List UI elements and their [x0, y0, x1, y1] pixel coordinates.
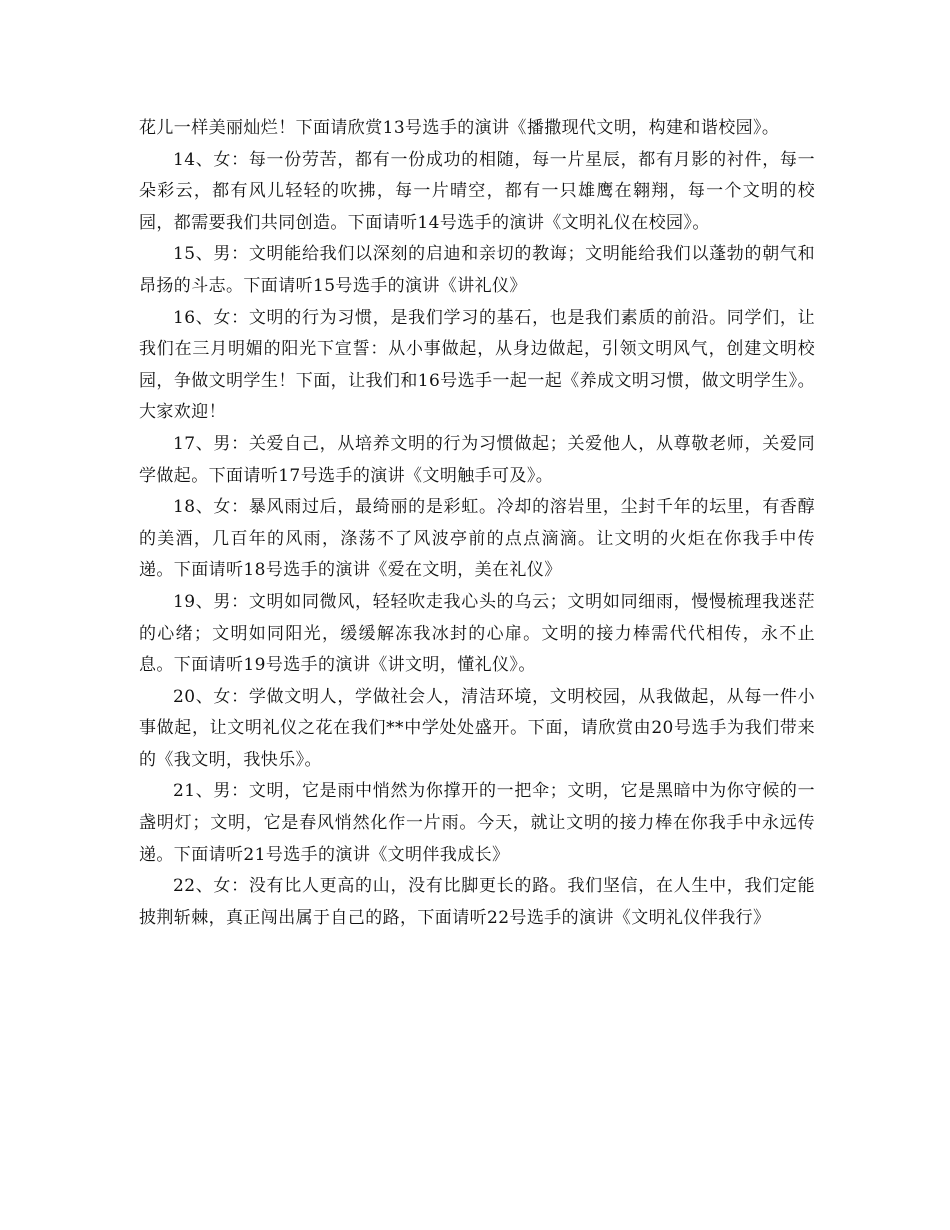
- paragraph-19: 19、男：文明如同微风，轻轻吹走我心头的乌云；文明如同细雨，慢慢梳理我迷茫的心绪；文明如同阳光，缓缓解冻我冰封的心扉。文明的接力棒需代代相传，永不止息。下面请听19号选手的演讲《讲文明，懂礼仪》。: [139, 591, 815, 676]
- paragraph-18: 18、女：暴风雨过后，最绮丽的是彩虹。冷却的溶岩里，尘封千年的坛里，有香醇的美酒，几百年的风雨，涤荡不了风波亭前的点点滴滴。让文明的火炬在你我手中传递。下面请听18号选手的演讲《爱在文明，美在礼仪》: [139, 497, 815, 581]
- paragraph-16: 16、女：文明的行为习惯，是我们学习的基石，也是我们素质的前沿。同学们，让我们在三月明媚的阳光下宣誓：从小事做起，从身边做起，引领文明风气，创建文明校园，争做文明学生！下面，让我们和16号选手一起一起《养成文明习惯，做文明学生》。大家欢迎！: [139, 307, 815, 423]
- paragraph-14: 14、女：每一份劳苦，都有一份成功的相随，每一片星辰，都有月影的衬件，每一朵彩云，都有风儿轻轻的吹拂，每一片晴空，都有一只雄鹰在翱翔，每一个文明的校园，都需要我们共同创造。下面请听14号选手的演讲《文明礼仪在校园》。: [139, 149, 815, 233]
- paragraph-21: 21、男：文明，它是雨中悄然为你撑开的一把伞；文明，它是黑暗中为你守候的一盏明灯；文明，它是春风悄然化作一片雨。今天，就让文明的接力棒在你我手中永远传递。下面请听21号选手的演讲《文明伴我成长》: [139, 781, 815, 865]
- paragraph-22: 22、女：没有比人更高的山，没有比脚更长的路。我们坚信，在人生中，我们定能披荆斩棘，真正闯出属于自己的路，下面请听22号选手的演讲《文明礼仪伴我行》: [139, 876, 815, 928]
- paragraph-17: 17、男：关爱自己，从培养文明的行为习惯做起；关爱他人，从尊敬老师，关爱同学做起。下面请听17号选手的演讲《文明触手可及》。: [139, 433, 815, 486]
- paragraph-20: 20、女：学做文明人，学做社会人，清洁环境，文明校园，从我做起，从每一件小事做起，让文明礼仪之花在我们**中学处处盛开。下面，请欣赏由20号选手为我们带来的《我文明，我快乐》。: [139, 686, 815, 770]
- paragraph-15: 15、男：文明能给我们以深刻的启迪和亲切的教诲；文明能给我们以蓬勃的朝气和昂扬的斗志。下面请听15号选手的演讲《讲礼仪》: [139, 244, 815, 296]
- document-body: [139, 113, 815, 934]
- paragraph-continuation: 花儿一样美丽灿烂！下面请欣赏13号选手的演讲《播撒现代文明，构建和谐校园》。: [139, 118, 780, 138]
